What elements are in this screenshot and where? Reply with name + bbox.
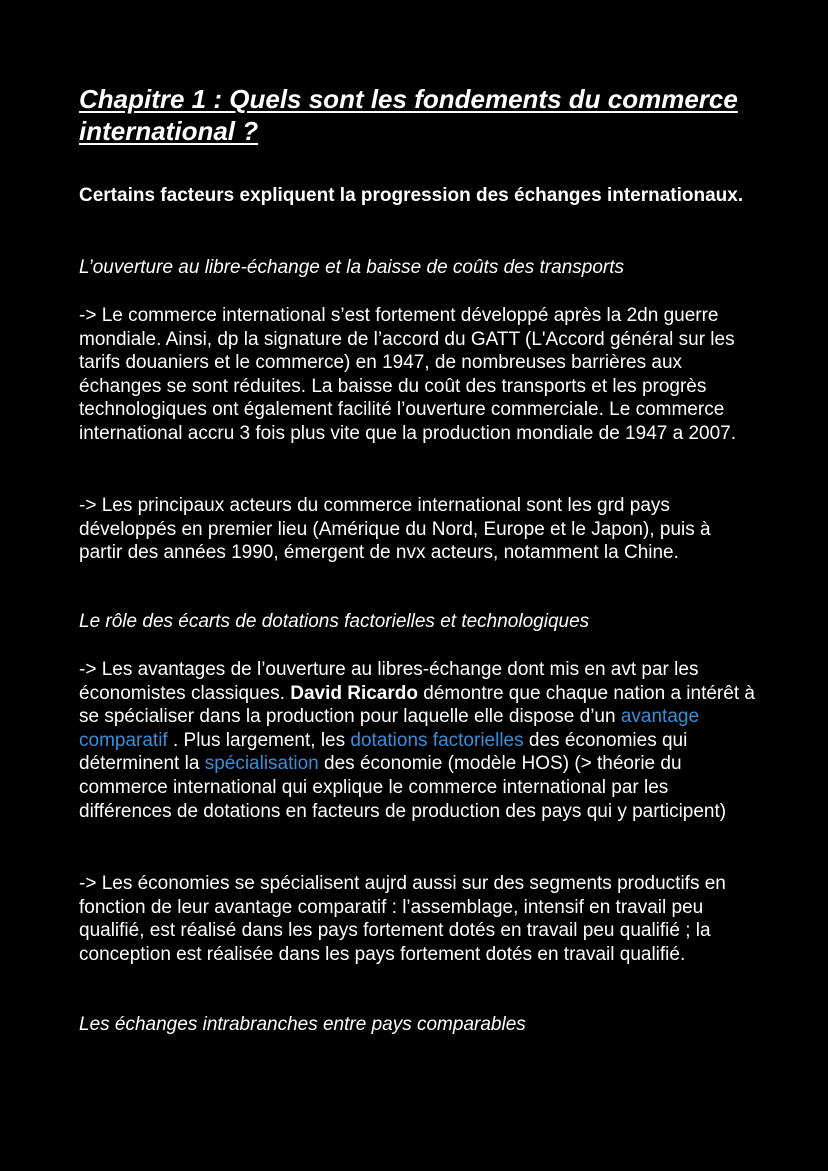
paragraph-gatt: -> Le commerce international s’est fortement développé après la 2dn guerre mondiale. Ainsi, dp la signature de l’accord du GATT (L'Accord général sur les tarifs douaniers et le commerce) en 1947, de nombreuses barrières aux échanges se sont réduites. La baisse du coût des transports et les progrès technologiques ont également facilité l’ouverture commerciale. Le commerce international accru 3 fois plus vite que la production mondiale de 1947 a 2007. — [79, 305, 736, 444]
paragraph-ricardo-text-1: -> Les avantages de l’ouverture au libres-échange dont mis en avt par les économistes classiques. — [79, 659, 699, 704]
section-heading-dotations: Le rôle des écarts de dotations factorielles et technologiques — [79, 611, 590, 632]
david-ricardo-name: David Ricardo — [290, 682, 418, 704]
paragraph-ricardo-text-4: des économies qui déterminent la — [79, 729, 688, 775]
paragraph-ricardo-text-3: . Plus largement, les — [167, 729, 351, 751]
paragraph-acteurs: -> Les principaux acteurs du commerce international sont les grd pays développés en premier lieu (Amérique du Nord, Europe et le Japon), puis à partir des années 1990, émergent de nvx acteurs, notamment la Chine. — [79, 495, 711, 564]
paragraph-ricardo — [79, 658, 759, 823]
term-specialisation: spécialisation — [204, 753, 319, 775]
term-dotations-factorielles: dotations factorielles — [350, 729, 524, 751]
term-avantage-comparatif: avantage comparatif — [79, 706, 700, 751]
paragraph-ricardo-text-2: démontre que chaque nation a intérêt à se spécialiser dans la production pour laquelle elle dispose d’un — [79, 682, 755, 728]
paragraph-ricardo-text-5: des économie (modèle HOS) (> théorie du commerce international qui explique le commerce international par les différences de dotations en facteurs de production des pays qui y participent) — [79, 753, 727, 822]
section-heading-intrabranches: Les échanges intrabranches entre pays comparables — [79, 1014, 526, 1035]
section-heading-libre-echange: L’ouverture au libre-échange et la baisse de coûts des transports — [79, 257, 624, 278]
subheading: Certains facteurs expliquent la progression des échanges internationaux. — [79, 185, 744, 206]
paragraph-segments: -> Les économies se spécialisent aujrd aussi sur des segments productifs en fonction de leur avantage comparatif : l’assemblage, intensif en travail peu qualifié, est réalisé dans les pays fortement dotés en travail peu qualifié ; la conception est réalisée dans les pays fortement dotés en travail qualifié. — [79, 873, 726, 965]
chapter-title: Chapitre 1 : Quels sont les fondements du commerce international ? — [79, 84, 738, 146]
